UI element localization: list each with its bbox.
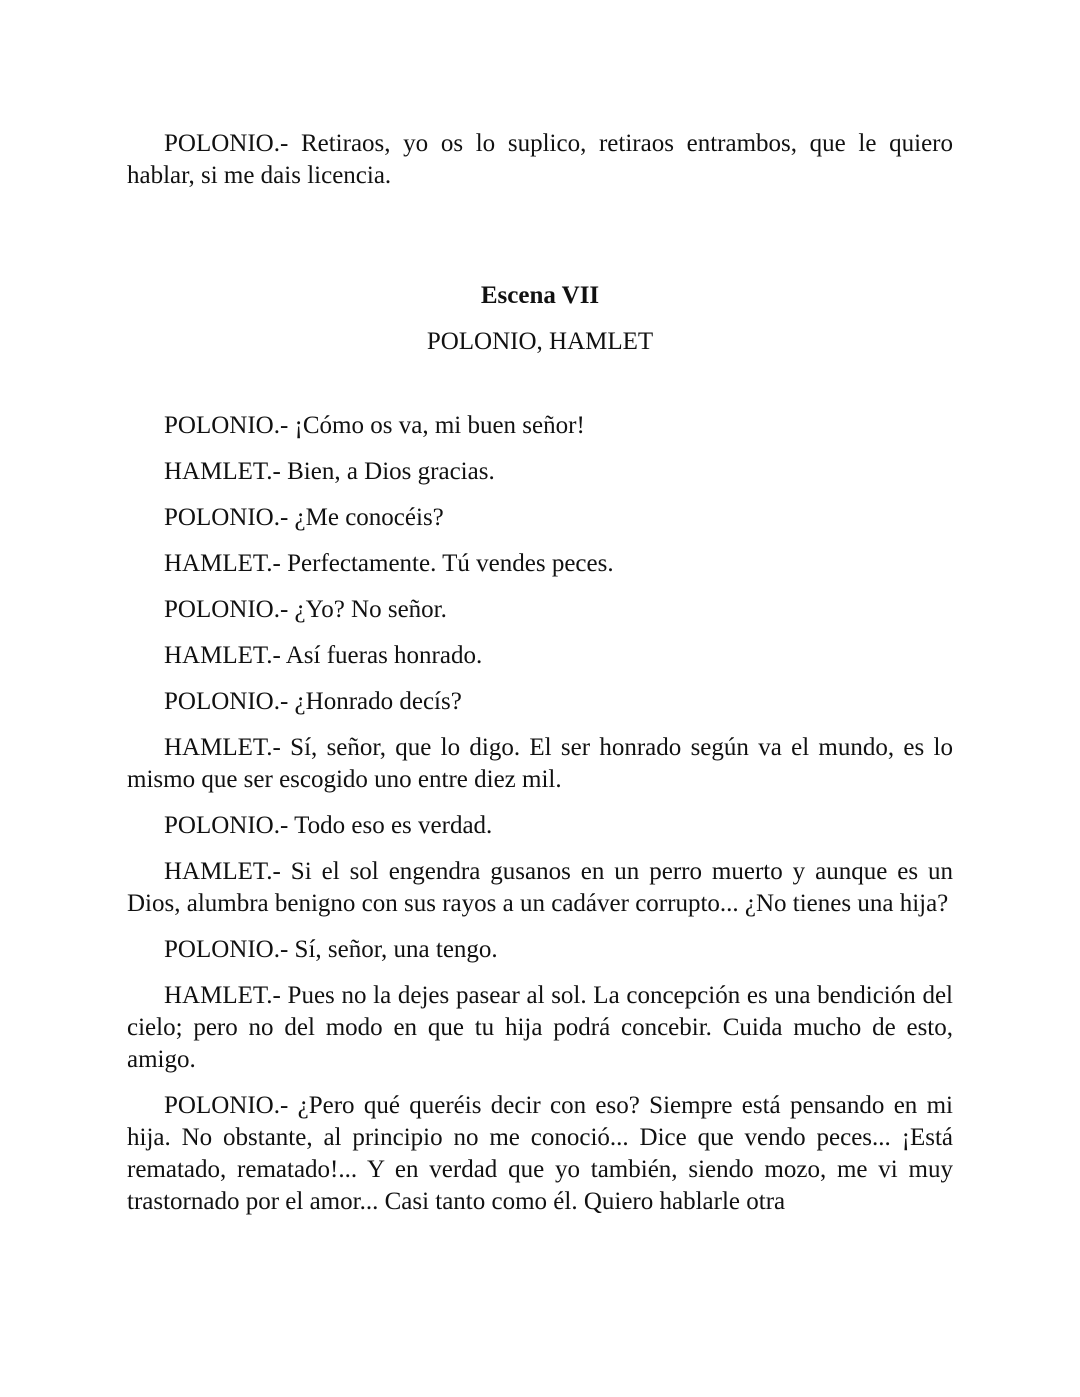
- dialogue-block: [127, 410, 953, 1232]
- dialogue-line: HAMLET.- Bien, a Dios gracias.: [164, 458, 495, 485]
- dialogue-line: POLONIO.- Todo eso es verdad.: [164, 812, 493, 839]
- dialogue-line: POLONIO.- ¿Pero qué queréis decir con eso? Siempre está pensando en mi hija. No obstante, al principio no me conoció... Dice que vendo peces... ¡Está rematado, rematado!... Y en verdad que yo también, siendo mozo, me vi muy trastornado por el amor... Casi tanto como él. Quiero hablarle otra: [127, 1092, 953, 1215]
- dialogue-line: POLONIO.- ¿Yo? No señor.: [164, 596, 447, 623]
- dialogue-line: HAMLET.- Pues no la dejes pasear al sol. La concepción es una bendición del cielo; pero no del modo en que tu hija podrá concebir. Cuida mucho de esto, amigo.: [127, 982, 953, 1073]
- dialogue-line: POLONIO.- ¡Cómo os va, mi buen señor!: [164, 412, 585, 439]
- dialogue-line: POLONIO.- ¿Me conocéis?: [164, 504, 444, 531]
- scene-characters: POLONIO, HAMLET: [426, 328, 654, 355]
- scene-title: Escena VII: [480, 282, 600, 309]
- dialogue-line: HAMLET.- Sí, señor, que lo digo. El ser honrado según va el mundo, es lo mismo que ser escogido uno entre diez mil.: [127, 734, 953, 793]
- dialogue-line: HAMLET.- Perfectamente. Tú vendes peces.: [164, 550, 614, 577]
- dialogue-line: POLONIO.- ¿Honrado decís?: [164, 688, 462, 715]
- dialogue-line: HAMLET.- Si el sol engendra gusanos en un perro muerto y aunque es un Dios, alumbra benigno con sus rayos a un cadáver corrupto... ¿No tienes una hija?: [127, 858, 953, 917]
- dialogue-line: HAMLET.- Así fueras honrado.: [164, 642, 483, 669]
- dialogue-line: POLONIO.- Sí, señor, una tengo.: [164, 936, 498, 963]
- intro-paragraph: POLONIO.- Retiraos, yo os lo suplico, retiraos entrambos, que le quiero hablar, si me dais licencia.: [127, 130, 953, 189]
